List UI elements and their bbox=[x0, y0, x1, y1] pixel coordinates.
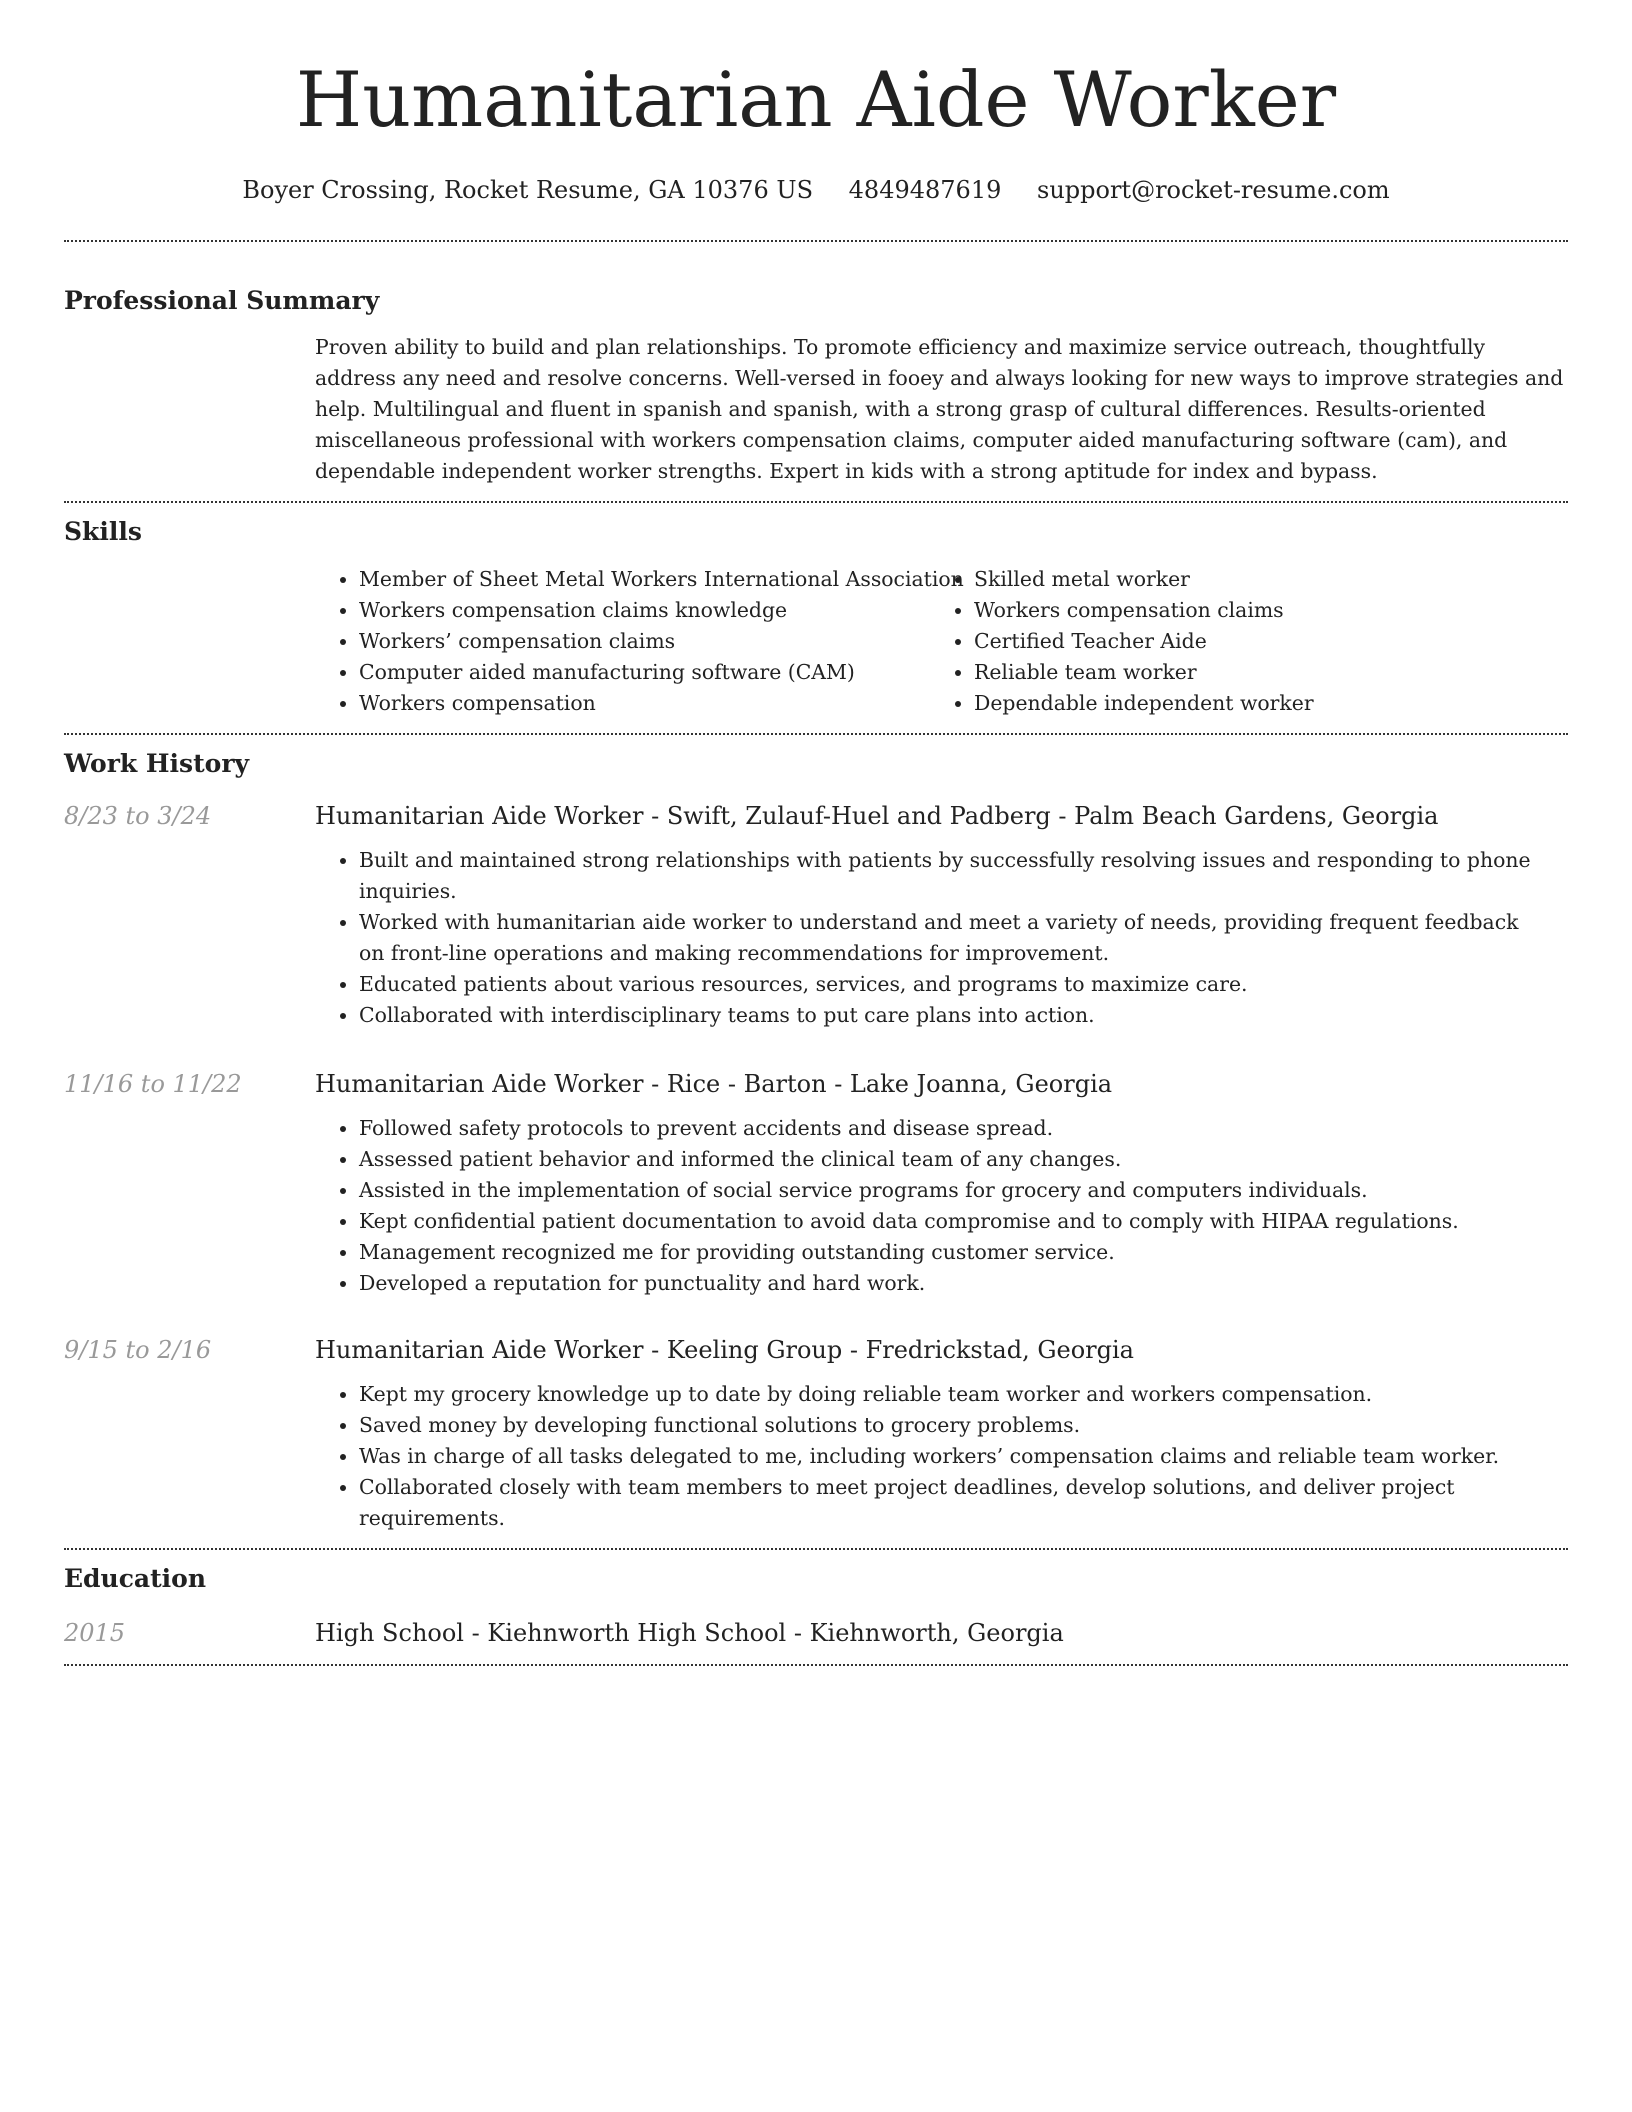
skill-item: • Computer aided manufacturing software (CAM) bbox=[359, 657, 930, 688]
skills-section bbox=[64, 503, 1568, 733]
contact-line bbox=[64, 174, 1568, 206]
skills-title: Skills bbox=[64, 517, 142, 546]
job-bullet: • Followed safety protocols to prevent accidents and disease spread. bbox=[359, 1113, 1568, 1144]
skills-lists bbox=[315, 564, 1568, 733]
job-body bbox=[315, 1333, 1568, 1548]
job-bullets bbox=[315, 1113, 1568, 1299]
skill-item: • Dependable independent worker bbox=[974, 688, 1545, 719]
job-bullets bbox=[315, 845, 1568, 1031]
job-bullet: • Educated patients about various resources, services, and programs to maximize care. bbox=[359, 969, 1568, 1000]
work-history-section bbox=[64, 735, 1568, 1548]
job-body bbox=[315, 799, 1568, 1031]
job-bullet: • Kept confidential patient documentation to avoid data compromise and to comply with HIPAA regulations. bbox=[359, 1206, 1568, 1237]
contact-email: support@rocket-resume.com bbox=[1037, 176, 1390, 204]
contact-address: Boyer Crossing, Rocket Resume, GA 10376 US bbox=[242, 176, 814, 204]
job-entry bbox=[64, 1333, 1568, 1548]
job-bullet: • Developed a reputation for punctuality and hard work. bbox=[359, 1268, 1568, 1299]
job-date: 8/23 to 3/24 bbox=[64, 802, 212, 830]
education-heading: High School - Kiehnworth High School - Kiehnworth, Georgia bbox=[315, 1619, 1064, 1647]
job-body bbox=[315, 1067, 1568, 1299]
education-section bbox=[64, 1550, 1568, 1664]
summary-text: Proven ability to build and plan relationships. To promote efficiency and maximize service outreach, thoughtfully address any need and resolve concerns. Well-versed in fooey and always looking for new ways to improve strategies and help. Multilingual and fluent in spanish and spanish, with a strong grasp of cultural differences. Results-oriented miscellaneous professional with workers compensation claims, computer aided manufacturing software (cam), and dependable independent worker strengths. Expert in kids with a strong aptitude for index and bypass. bbox=[315, 335, 1564, 483]
resume-header bbox=[64, 0, 1568, 206]
skill-item: • Workers compensation bbox=[359, 688, 930, 719]
job-heading: Humanitarian Aide Worker - Rice - Barton - Lake Joanna, Georgia bbox=[315, 1070, 1113, 1098]
skill-item: • Certified Teacher Aide bbox=[974, 626, 1545, 657]
skills-list-left bbox=[315, 564, 964, 719]
job-bullet: • Saved money by developing functional solutions to grocery problems. bbox=[359, 1410, 1568, 1441]
job-bullet: • Kept my grocery knowledge up to date by doing reliable team worker and workers compensation. bbox=[359, 1379, 1568, 1410]
divider bbox=[64, 1664, 1568, 1666]
job-bullet: • Collaborated with interdisciplinary teams to put care plans into action. bbox=[359, 1000, 1568, 1031]
job-entry bbox=[64, 1067, 1568, 1299]
education-date: 2015 bbox=[64, 1619, 126, 1647]
job-date: 11/16 to 11/22 bbox=[64, 1070, 242, 1098]
job-bullets bbox=[315, 1379, 1568, 1548]
candidate-name: Humanitarian Aide Worker bbox=[295, 55, 1337, 144]
job-bullet: • Assessed patient behavior and informed the clinical team of any changes. bbox=[359, 1144, 1568, 1175]
job-bullet: • Was in charge of all tasks delegated to me, including workers’ compensation claims and reliable team worker. bbox=[359, 1441, 1568, 1472]
education-title: Education bbox=[64, 1564, 207, 1593]
education-entry bbox=[64, 1616, 1568, 1664]
job-bullet: • Management recognized me for providing outstanding customer service. bbox=[359, 1237, 1568, 1268]
work-history-title: Work History bbox=[64, 749, 250, 778]
job-date: 9/15 to 2/16 bbox=[64, 1336, 212, 1364]
job-bullet: • Assisted in the implementation of social service programs for grocery and computers individuals. bbox=[359, 1175, 1568, 1206]
skill-item: • Reliable team worker bbox=[974, 657, 1545, 688]
job-bullet: • Built and maintained strong relationships with patients by successfully resolving issues and responding to phone inquiries. bbox=[359, 845, 1568, 907]
skill-item: • Workers compensation claims knowledge bbox=[359, 595, 930, 626]
summary-title: Professional Summary bbox=[64, 286, 380, 315]
job-bullet: • Worked with humanitarian aide worker to understand and meet a variety of needs, providing frequent feedback on front-line operations and making recommendations for improvement. bbox=[359, 907, 1568, 969]
skill-item: • Workers’ compensation claims bbox=[359, 626, 930, 657]
job-entry bbox=[64, 799, 1568, 1031]
contact-phone: 4849487619 bbox=[848, 176, 1002, 204]
skill-item: • Skilled metal worker bbox=[974, 564, 1545, 595]
skill-item: • Workers compensation claims bbox=[974, 595, 1545, 626]
job-bullet: • Collaborated closely with team members to meet project deadlines, develop solutions, and deliver project requirements. bbox=[359, 1472, 1568, 1534]
skills-list-right bbox=[930, 564, 1545, 719]
job-heading: Humanitarian Aide Worker - Keeling Group - Fredrickstad, Georgia bbox=[315, 1336, 1134, 1364]
skill-item: • Member of Sheet Metal Workers International Association bbox=[359, 564, 930, 595]
job-heading: Humanitarian Aide Worker - Swift, Zulauf-Huel and Padberg - Palm Beach Gardens, Georgia bbox=[315, 802, 1439, 830]
summary-section bbox=[64, 242, 1568, 501]
